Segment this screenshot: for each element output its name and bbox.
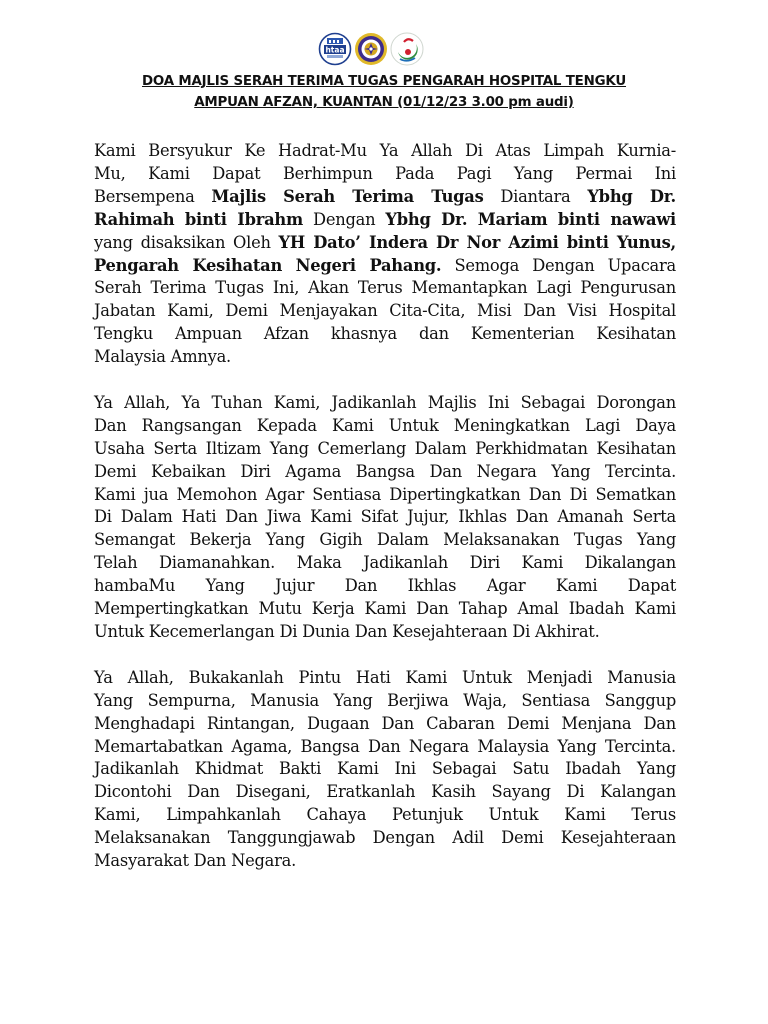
p1-line (94, 232, 676, 255)
p2-line: Mempertingkatkan Mutu Kerja Kami Dan Tahap Amal Ibadah Kami (94, 599, 676, 619)
p1-line: Tengku Ampuan Afzan khasnya dan Kementerian Kesihatan (94, 324, 676, 344)
p2-line: Untuk Kecemerlangan Di Dunia Dan Kesejahteraan Di Akhirat. (94, 622, 600, 642)
p2-line: Dan Rangsangan Kepada Kami Untuk Meningkatkan Lagi Daya (94, 415, 676, 435)
p3-line: Jadikanlah Khidmat Bakti Kami Ini Sebagai Satu Ibadah Yang (94, 759, 676, 779)
logos-svg (318, 32, 424, 66)
p1-bold: Pengarah Kesihatan Negeri Pahang. (94, 255, 442, 275)
p3-line: Melaksanakan Tanggungjawab Dengan Adil Demi Kesejahteraan (94, 828, 676, 848)
p1-text: Semoga Dengan Upacara (454, 255, 677, 275)
p3-line: Dicontohi Dan Disegani, Eratkanlah Kasih Sayang Di Kalangan (94, 782, 676, 802)
p2-line: Telah Diamanahkan. Maka Jadikanlah Diri Kami Dikalangan (94, 553, 676, 573)
p1-line (94, 186, 676, 209)
p1-text: Dengan (313, 209, 376, 229)
p2-line: Demi Kebaikan Diri Agama Bangsa Dan Negara Yang Tercinta. (94, 461, 676, 481)
p3-line: Ya Allah, Bukakanlah Pintu Hati Kami Untuk Menjadi Manusia (94, 667, 676, 687)
p1-text: yang disaksikan Oleh (94, 232, 271, 252)
title-line-2: AMPUAN AFZAN, KUANTAN (01/12/23 3.00 pm audi) (194, 95, 574, 110)
p1-line: Jabatan Kami, Demi Menjayakan Cita-Cita, Misi Dan Visi Hospital (94, 301, 676, 321)
htaa-logo (320, 34, 351, 65)
p1-line (94, 209, 676, 232)
paragraph-2 (94, 392, 676, 644)
p2-line: Kami jua Memohon Agar Sentiasa Dipertingkatkan Dan Di Sematkan (94, 484, 676, 504)
p1-line: Kami Bersyukur Ke Hadrat-Mu Ya Allah Di Atas Limpah Kurnia- (94, 141, 676, 160)
p3-line: Yang Sempurna, Manusia Yang Berjiwa Waja, Sentiasa Sanggup (94, 690, 676, 710)
p1-line (94, 255, 676, 278)
p1-line: Mu, Kami Dapat Berhimpun Pada Pagi Yang Permai Ini (94, 163, 676, 183)
p2-line: Ya Allah, Ya Tuhan Kami, Jadikanlah Majlis Ini Sebagai Dorongan (94, 392, 676, 412)
document-title (80, 71, 688, 113)
p1-text: Diantara (500, 186, 571, 206)
paragraph-3 (94, 667, 676, 873)
p3-line: Masyarakat Dan Negara. (94, 851, 297, 871)
prayer-body (94, 140, 676, 896)
p3-line: Kami, Limpahkanlah Cahaya Petunjuk Untuk Kami Terus (94, 805, 676, 825)
p1-bold: Rahimah binti Ibrahm (94, 209, 303, 229)
p2-line: Usaha Serta Iltizam Yang Cemerlang Dalam Perkhidmatan Kesihatan (94, 438, 676, 458)
p2-line: hambaMu Yang Jujur Dan Ikhlas Agar Kami Dapat (94, 576, 676, 596)
p1-bold: YH Dato’ Indera Dr Nor Azimi binti Yunus, (278, 232, 676, 252)
p1-bold: Majlis Serah Terima Tugas (211, 186, 484, 206)
p1-line: Serah Terima Tugas Ini, Akan Terus Memantapkan Lagi Pengurusan (94, 278, 676, 298)
p1-bold: Ybhg Dr. Mariam binti nawawi (385, 209, 676, 229)
p2-line: Di Dalam Hati Dan Jiwa Kami Sifat Jujur, Ikhlas Dan Amanah Serta (94, 507, 676, 527)
paragraph-1 (94, 140, 676, 369)
p1-text: Bersempena (94, 186, 195, 206)
moh-seal-logo (355, 33, 387, 65)
crescent-logo (391, 33, 423, 65)
header-logos (318, 32, 424, 66)
p3-line: Memartabatkan Agama, Bangsa Dan Negara Malaysia Yang Tercinta. (94, 736, 676, 756)
htaa-logo-text: htaa (325, 45, 345, 55)
p2-line: Semangat Bekerja Yang Gigih Dalam Melaksanakan Tugas Yang (94, 530, 676, 550)
title-line-1: DOA MAJLIS SERAH TERIMA TUGAS PENGARAH HOSPITAL TENGKU (141, 74, 627, 89)
p3-line: Menghadapi Rintangan, Dugaan Dan Cabaran Demi Menjana Dan (94, 713, 676, 733)
p1-line: Malaysia Amnya. (94, 347, 231, 367)
p1-bold: Ybhg Dr. (587, 186, 676, 206)
